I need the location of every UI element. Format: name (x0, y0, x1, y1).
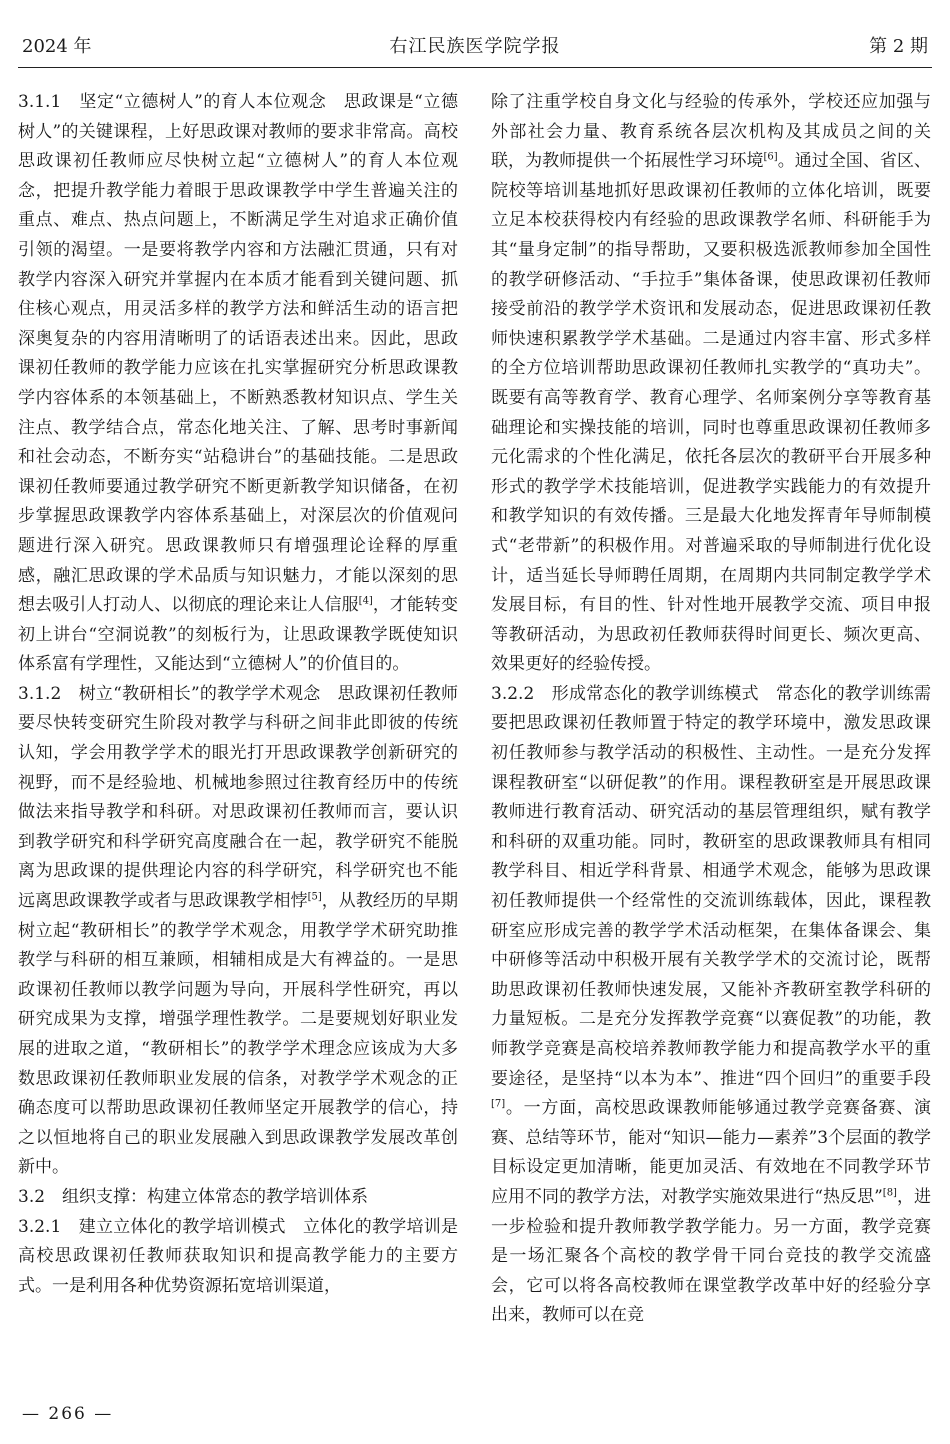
section-3-1-1-tail: ，才能转变初上讲台“空洞说教”的刻板行为，让思政课教学既使知识体系富有学理性，又能达到“立德树人”的价值目的。 (18, 595, 459, 675)
header-rule (18, 67, 932, 68)
section-3-2-2-heading: 3.2.2 形成常态化的教学训练模式 (491, 683, 759, 704)
running-header (18, 30, 932, 64)
citation-5: [5] (307, 891, 322, 903)
header-journal-title: 右江民族医学院学报 (389, 36, 561, 57)
section-3-2-1 (18, 1213, 458, 1302)
section-3-1-2 (18, 680, 458, 1183)
section-3-2-2 (491, 680, 931, 1331)
section-3-2-heading: 3.2 组织支撑：构建立体常态的教学培训体系 (18, 1186, 369, 1207)
citation-6: [6] (763, 151, 778, 163)
header-issue: 第 2 期 (869, 36, 928, 57)
page-number: — 266 — (22, 1404, 114, 1424)
section-3-1-2-body: 思政课初任教师要尽快转变研究生阶段对教学与科研之间非此即彼的传统认知，学会用教学学术的眼光打开思政课教学创新研究的视野，而不是经验地、机械地参照过往教育经历中的传统做法来指导教学和科研。对思政课初任教师而言，要认识到教学研究和科学研究高度融合在一起，教学研究不能脱离为思政课的提供理论内容的科学研究，科学研究也不能远离思政课教学或者与思政课教学相悖 (18, 683, 459, 912)
section-3-1-2-heading: 3.1.2 树立“教研相长”的教学学术观念 (18, 683, 321, 704)
section-3-1-1 (18, 88, 458, 680)
section-3-1-1-body: 思政课是“立德树人”的关键课程，上好思政课对教师的要求非常高。高校思政课初任教师应尽快树立起“立德树人”的育人本位观念，把提升教学能力着眼于思政课教学中学生普遍关注的重点、难点、热点问题上，不断满足学生对追求正确价值引领的渴望。一是要将教学内容和方法融汇贯通，只有对教学内容深入研究并掌握内在本质才能看到关键问题、抓住核心观点，用灵活多样的教学方法和鲜活生动的语言把深奥复杂的内容用清晰明了的话语表述出来。因此，思政课初任教师的教学能力应该在扎实掌握研究分析思政课教学内容体系的本领基础上，不断熟悉教材知识点、学生关注点、教学结合点，常态化地关注、了解、思考时事新闻和社会动态，不断夯实“站稳讲台”的基础技能。二是思政课初任教师要通过教学研究不断更新教学知识储备，在初步掌握思政课教学内容体系基础上，对深层次的价值观问题进行深入研究。思政课教师只有增强理论诠释的厚重感，融汇思政课的学术品质与知识魅力，才能以深刻的思想去吸引人打动人、以彻底的理论来让人信服 (18, 92, 458, 616)
citation-8: [8] (882, 1187, 897, 1199)
section-3-1-2-tail: ，从教经历的早期树立起“教研相长”的教学学术观念，用教学学术研究助推教学与科研的相互兼顾，相辅相成是大有裨益的。一是思政课初任教师以教学问题为导向，开展科学性研究，再以研究成果为支撑，增强学理性教学。二是要规划好职业发展的进取之道，“教研相长”的教学学术理念应该成为大多数思政课初任教师职业发展的信条，对教学学术观念的正确态度可以帮助思政课初任教师坚定开展教学的信心，持之以恒地将自己的职业发展融入到思政课教学发展改革创新中。 (18, 891, 458, 1178)
section-3-2-2-tail: ，进一步检验和提升教师教学教学能力。另一方面，教学竞赛是一场汇聚各个高校的教学骨干同台竞技的教学交流盛会，它可以将各高校教师在课堂教学改革中好的经验分享出来，教师可以在竞 (491, 1186, 932, 1326)
header-year: 2024 年 (22, 36, 92, 57)
citation-7: [7] (491, 1098, 506, 1110)
section-3-2-2-body: 常态化的教学训练需要把思政课初任教师置于特定的教学环境中，激发思政课初任教师参与教学活动的积极性、主动性。一是充分发挥课程教研室“以研促教”的作用。课程教研室是开展思政课教师进行教育活动、研究活动的基层管理组织，赋有教学和科研的双重功能。同时，教研室的思政课教师具有相同教学科目、相近学科背景、相通学术观念，能够为思政课初任教师提供一个经常性的交流训练载体，因此，课程教研室应形成完善的教学学术活动框架，在集体备课会、集中研修等活动中积极开展有关教学学术的交流讨论，既帮助思政课初任教师快速发展，又能补齐教研室教学科研的力量短板。二是充分发挥教学竞赛“以赛促教”的功能，教师教学竞赛是高校培养教师教学能力和提高教学水平的重要途径，是坚持“以本为本”、推进“四个回归”的重要手段 (491, 683, 931, 1089)
section-3-2-2-mid: 。一方面，高校思政课教师能够通过教学竞赛备赛、演赛、总结等环节，能对“知识—能力—素养”3个层面的教学目标设定更加清晰，能更加灵活、有效地在不同教学环节应用不同的教学方法，对教学实施效果进行“热反思” (491, 1098, 931, 1207)
citation-4: [4] (358, 595, 373, 607)
section-3-2-1-body: 立体化的教学培训是高校思政课初任教师获取知识和提高教学能力的主要方式。一是利用各种优势资源拓宽培训渠道， (18, 1216, 458, 1296)
right-column (491, 88, 931, 1331)
section-3-2-1-heading: 3.2.1 建立立体化的教学培训模式 (18, 1216, 286, 1237)
section-3-2-1-continued (491, 88, 931, 680)
section-3-2-1-cont-tail: 。通过全国、省区、院校等培训基地抓好思政课初任教师的立体化培训，既要立足本校获得校内有经验的思政课教学名师、科研能手为其“量身定制”的指导帮助，又要积极选派教师参加全国性的教学研修活动、“手拉手”集体备课，使思政课初任教师接受前沿的教学学术资讯和发展动态，促进思政课初任教师快速积累教学学术基础。二是通过内容丰富、形式多样的全方位培训帮助思政课初任教师扎实教学的“真功夫”。既要有高等教育学、教育心理学、名师案例分享等教育基础理论和实操技能的培训，同时也尊重思政课初任教师多元化需求的个性化满足，依托各层次的教研平台开展多种形式的教学学术技能培训，促进教学实践能力的有效提升和教学知识的有效传播。三是最大化地发挥青年导师制模式“老带新”的积极作用。对普遍采取的导师制进行优化设计，适当延长导师聘任周期，在周期内共同制定教学学术发展目标，有目的性、针对性地开展教学交流、项目申报等教研活动，为思政初任教师获得时间更长、频次更高、效果更好的经验传授。 (491, 151, 932, 675)
section-3-2-1-cont-text: 除了注重学校自身文化与经验的传承外，学校还应加强与外部社会力量、教育系统各层次机构及其成员之间的关联，为教师提供一个拓展性学习环境 (491, 92, 931, 172)
left-column (18, 88, 458, 1301)
section-3-1-1-heading: 3.1.1 坚定“立德树人”的育人本位观念 (18, 92, 327, 112)
